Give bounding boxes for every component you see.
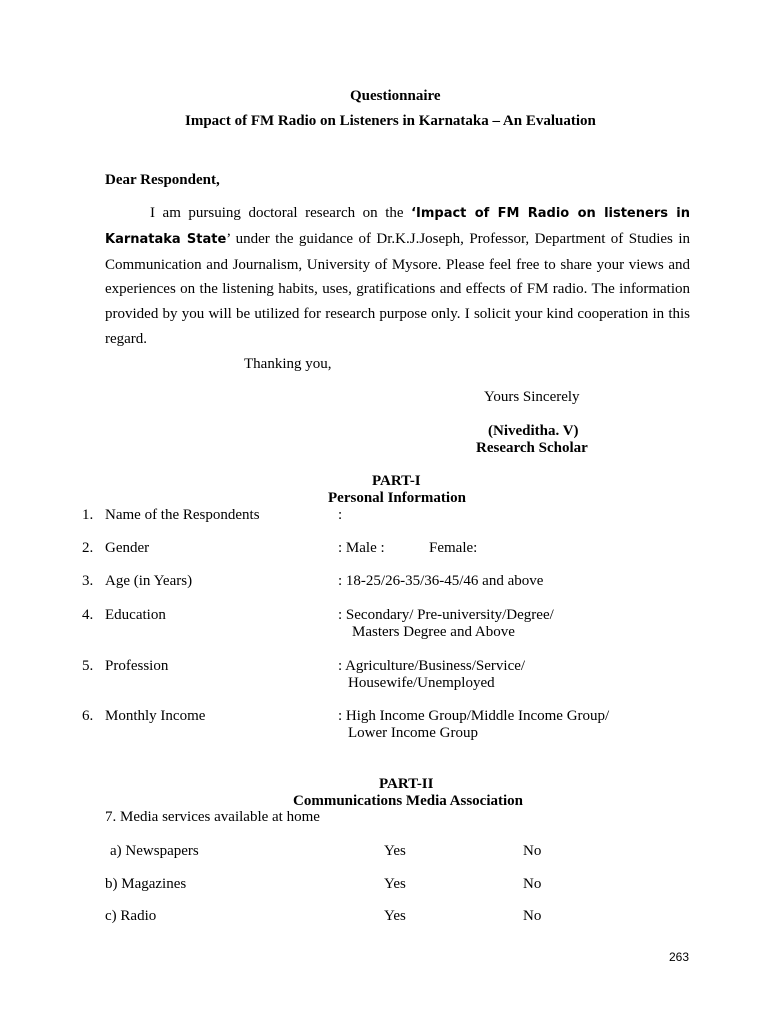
option-label-radio: c) Radio [105,908,157,924]
item-value-name: : [338,507,343,523]
question-7: 7. Media services available at home [105,809,320,825]
signatory-designation: Research Scholar [476,440,588,456]
item-value-profession: : Agriculture/Business/Service/ [338,658,526,674]
letter-body-intro: I am pursuing doctoral research on the [150,205,412,221]
item-number: 4. [82,607,94,623]
item-label-name: Name of the Respondents [105,507,260,523]
part2-subheading: Communications Media Association [293,793,524,809]
option-no: No [523,876,542,892]
item-label-gender: Gender [105,540,150,556]
item-label-age: Age (in Years) [105,573,193,589]
page-subtitle: Impact of FM Radio on Listeners in Karnataka – An Evaluation [185,113,596,129]
item-value-education: : Secondary/ Pre-university/Degree/ [338,607,554,623]
letter-body-bold: ‘Impact of FM Radio on listeners in Karnataka State [105,206,691,247]
option-no: No [523,843,542,859]
option-yes: Yes [384,843,406,859]
item-value-profession-cont: Housewife/Unemployed [348,675,495,691]
part1-subheading: Personal Information [328,490,466,506]
part1-heading: PART-I [372,473,421,489]
item-value-education-cont: Masters Degree and Above [352,624,515,640]
item-value-income: : High Income Group/Middle Income Group/ [338,708,610,724]
salutation: Dear Respondent, [105,172,220,188]
page-number: 263 [669,950,690,964]
signatory-name: (Niveditha. V) [488,423,579,439]
letter-body [105,201,690,352]
item-value-gender-male: : Male : [338,540,385,556]
item-number: 6. [82,708,94,724]
option-yes: Yes [384,908,406,924]
item-value-gender-female: Female: [429,540,478,556]
option-yes: Yes [384,876,406,892]
item-number: 3. [82,573,94,589]
page-title: Questionnaire [350,88,441,104]
option-no: No [523,908,542,924]
letter-body-rest: ’ under the guidance of Dr.K.J.Joseph, Professor, Department of Studies in Communication and Journalism, University of Mysore. Please feel free to share your views and experiences on the listening habits, uses, gratifications and effects of FM radio. The information provided by you will be utilized for research purpose only. I solicit your kind cooperation in this regard. [105,230,690,347]
option-label-newspapers: a) Newspapers [110,843,199,859]
item-value-age: : 18-25/26-35/36-45/46 and above [338,573,544,589]
item-number: 5. [82,658,94,674]
part2-heading: PART-II [379,776,434,792]
item-value-income-cont: Lower Income Group [348,725,478,741]
item-number: 1. [82,507,94,523]
closing-line: Yours Sincerely [484,389,580,405]
item-label-education: Education [105,607,166,623]
option-label-magazines: b) Magazines [105,876,187,892]
item-label-profession: Profession [105,658,169,674]
item-number: 2. [82,540,94,556]
item-label-income: Monthly Income [105,708,206,724]
thanks-line: Thanking you, [244,356,332,372]
